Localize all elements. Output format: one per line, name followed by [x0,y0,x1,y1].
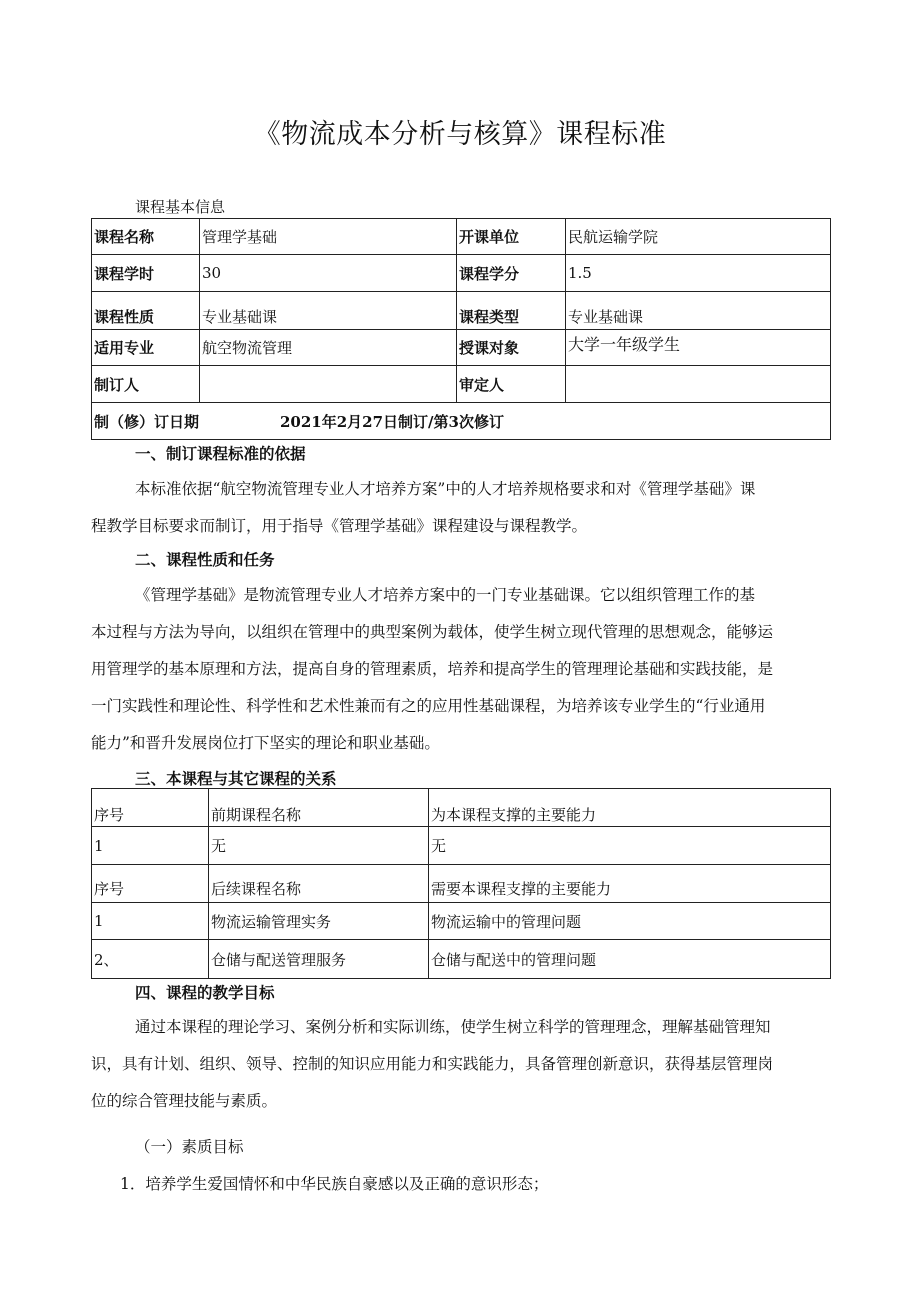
info-value [200,366,457,403]
info-label: 课程名称 [92,219,200,255]
relation-row [92,940,831,979]
relation-row [92,903,831,940]
info-label: 课程性质 [92,292,200,330]
section4-line: 识，具有计划、组织、领导、控制的知识应用能力和实践能力，具备管理创新意识，获得基层管理岗 [91,1055,774,1073]
info-value: 30 [200,255,457,292]
section2-line: 用管理学的基本原理和方法，提高自身的管理素质，培养和提高学生的管理理论基础和实践技能，是 [91,660,774,678]
document-title: 《物流成本分析与核算》课程标准 [253,119,667,150]
quality-goal-item-1: 1．培养学生爱国情怀和中华民族自豪感以及正确的意识形态； [120,1175,549,1193]
info-value: 专业基础课 [200,292,457,330]
relation-cell: 仓储与配送管理服务 [209,940,429,979]
info-value: 1.5 [566,255,831,292]
section4-heading: 四、课程的教学目标 [135,983,275,1002]
section4-line: 通过本课程的理论学习、案例分析和实际训练，使学生树立科学的管理理念，理解基础管理知 [135,1018,771,1036]
relation-cell: 序号 [92,865,209,903]
relation-cell: 后续课程名称 [209,865,429,903]
section1-line2: 程教学目标要求而制订，用于指导《管理学基础》课程建设与课程教学。 [91,517,588,535]
relation-cell: 无 [429,827,831,865]
info-label: 课程类型 [457,292,566,330]
relation-cell: 1 [92,827,209,865]
section1-heading: 一、制订课程标准的依据 [135,444,306,463]
section2-heading: 二、课程性质和任务 [135,550,275,569]
section2-line: 本过程与方法为导向，以组织在管理中的典型案例为载体，使学生树立现代管理的思想观念，能够运 [91,623,774,641]
section4-line: 位的综合管理技能与素质。 [91,1092,278,1110]
revision-date-value: 2021年2月27日制订/第3次修订 [280,412,504,431]
relation-cell: 前期课程名称 [209,789,429,827]
quality-goals-subheading: （一）素质目标 [135,1138,244,1156]
relation-cell: 2、 [92,940,209,979]
section3-heading: 三、本课程与其它课程的关系 [135,769,337,788]
relation-cell: 需要本课程支撑的主要能力 [429,865,831,903]
relation-cell: 物流运输中的管理问题 [429,903,831,940]
info-label: 制订人 [92,366,200,403]
relation-cell: 序号 [92,789,209,827]
relation-row [92,865,831,903]
section2-line: 能力”和晋升发展岗位打下坚实的理论和职业基础。 [91,734,440,752]
relation-cell: 为本课程支撑的主要能力 [429,789,831,827]
info-label: 审定人 [457,366,566,403]
info-label: 课程学分 [457,255,566,292]
info-date-row [92,403,831,440]
relation-cell: 1 [92,903,209,940]
info-row [92,292,831,330]
relation-row [92,789,831,827]
relation-row [92,827,831,865]
course-info-table [91,218,831,440]
info-row [92,219,831,255]
section1-line1: 本标准依据“航空物流管理专业人才培养方案”中的人才培养规格要求和对《管理学基础》课 [135,480,756,498]
section2-line: 一门实践性和理论性、科学性和艺术性兼而有之的应用性基础课程，为培养该专业学生的“行业通用 [91,697,766,715]
info-value: 大学一年级学生 [566,330,831,366]
relation-cell: 物流运输管理实务 [209,903,429,940]
info-value: 管理学基础 [200,219,457,255]
info-label: 课程学时 [92,255,200,292]
course-relation-table [91,788,831,979]
info-row [92,366,831,403]
revision-date-label: 制（修）订日期 [94,412,200,431]
info-value: 民航运输学院 [566,219,831,255]
section2-line: 《管理学基础》是物流管理专业人才培养方案中的一门专业基础课。它以组织管理工作的基 [135,586,756,604]
info-label: 适用专业 [92,330,200,366]
info-row [92,330,831,366]
info-label: 开课单位 [457,219,566,255]
info-label: 授课对象 [457,330,566,366]
relation-cell: 无 [209,827,429,865]
relation-cell: 仓储与配送中的管理问题 [429,940,831,979]
info-value: 航空物流管理 [200,330,457,366]
info-value [566,366,831,403]
info-value: 专业基础课 [566,292,831,330]
basic-info-caption: 课程基本信息 [135,198,226,216]
info-row [92,255,831,292]
